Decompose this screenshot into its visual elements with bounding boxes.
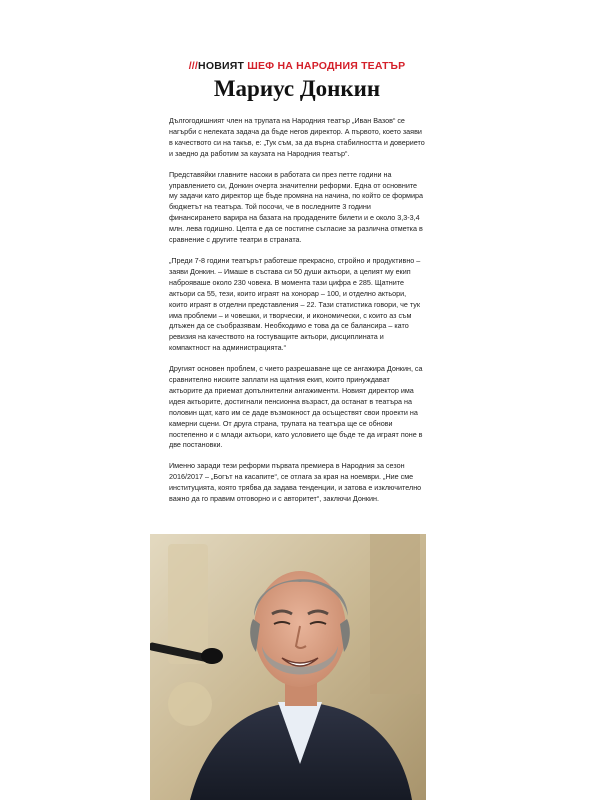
article-title: Мариус Донкин (213, 76, 381, 101)
paragraph-5: Именно заради тези реформи първата премиера в Народния за сезон 2016/2017 – „Богът на касапите“, се отлага за края на ноември. „Ние сме институцията, която трябва да задава тенденции, и затова е изключително важно да го правим отговорно и с авторитет“, заключи Донкин. (169, 461, 422, 504)
kicker-text-black: НОВИЯТ (198, 60, 248, 72)
kicker-text-red: ШЕФ НА НАРОДНИЯ ТЕАТЪР (247, 60, 406, 72)
article-column (169, 60, 425, 515)
paragraph-1: Дългогодишният член на трупата на Народния театър „Иван Вазов“ се нагърби с нелеката задача да бъде негов директор. А първото, което заяви в качеството си на такъв, е: „Тук съм, за да върна стабилността и доверието и заедно да работим за каузата на Народния театър“. (169, 116, 425, 158)
section-kicker (169, 60, 425, 72)
paragraph-3: „Преди 7-8 години театърът работеше прекрасно, стройно и продуктивно – заяви Донкин. – Имаше в състава си 50 души актьори, а целият му екип наброяваше около 230 човека. В момента тази цифра е 285. Щатните актьори са 55, тези, които играят на хонорар – 100, и отделно актьори, които играят в отделни представления – 22. Тази статистика говори, че тук има проблеми – и човешки, и творчески, и икономически, с които аз съм длъжен да се съобразявам. Необходимо е това да се балансира – като ревизия на качеството на гостуващите актьори, дисциплината и компактност на администрацията.“ (169, 255, 421, 353)
paragraph-4: Другият основен проблем, с чието разрешаване ще се ангажира Донкин, са сравнително ниските заплати на щатния екип, които принуждават актьорите да приемат допълнителни ангажименти. Новият директор има идея актьорите, достигнали пенсионна възраст, да останат в театъра на половин щат, като им се даде възможност да осъществят свои проекти на камерни сцени. От друга страна, трупата на театъра ще се обнови постепенно и с млади актьори, като условието ще бъде те да играят поне в две постановки. (169, 364, 423, 450)
paragraph-2: Представяйки главните насоки в работата си през петте години на управлението си, Донкин очерта значителни реформи. Една от основните му задачи като директор ще бъде промяна на начина, по който се формира бюджетът на театъра. Той посочи, че в последните 3 години финансирането варира на базата на продадените билети и е около 3,3-3,4 млн. лева годишно. Целта е да се постигне съгласие за различна отметка в сравнение с другите театри в страната. (169, 169, 424, 245)
portrait-illustration (150, 534, 426, 800)
portrait-photo (150, 534, 426, 800)
kicker-slashes: /// (188, 60, 199, 72)
